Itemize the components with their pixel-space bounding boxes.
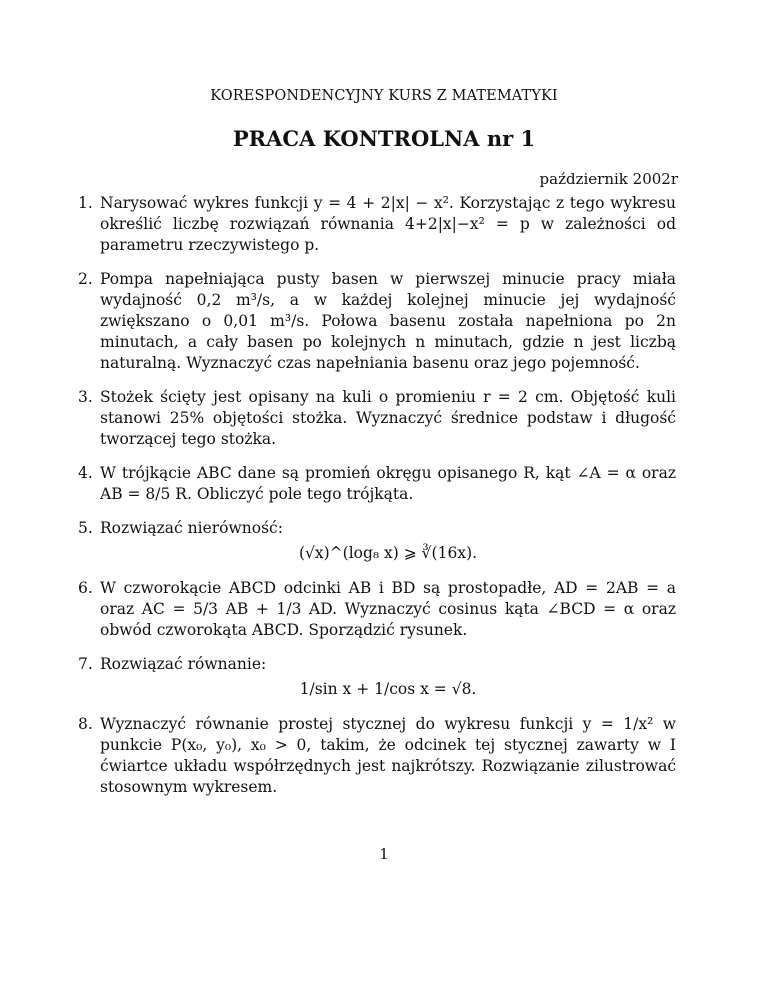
problem-number: 3. <box>78 388 93 406</box>
problem-list <box>78 193 676 798</box>
problem-text: Stożek ścięty jest opisany na kuli o promieniu r = 2 cm. Objętość kuli stanowi 25% objętości stożka. Wyznaczyć średnice podstaw i długość tworzącej tego stożka. <box>100 388 676 448</box>
problem-text: Rozwiązać równanie: <box>100 655 267 673</box>
problem-number: 1. <box>78 194 93 212</box>
problem-2 <box>78 269 676 374</box>
page-title: PRACA KONTROLNA nr 1 <box>232 126 536 151</box>
problem-3 <box>78 387 676 450</box>
problem-text: Pompa napełniająca pusty basen w pierwszej minucie pracy miała wydajność 0,2 m³/s, a w każdej kolejnej minucie jej wydajność zwiększano o 0,01 m³/s. Połowa basenu została napełniona po 2n minutach, a cały basen po kolejnych n minutach, gdzie n jest liczbą naturalną. Wyznaczyć czas napełniania basenu oraz jego pojemność. <box>100 270 676 372</box>
problem-formula: 1/sin x + 1/cos x = √8. <box>299 680 477 698</box>
problem-text: Narysować wykres funkcji y = 4 + 2|x| − x². Korzystając z tego wykresu określić liczbę rozwiązań równania 4+2|x|−x² = p w zależności od parametru rzeczywistego p. <box>100 194 676 254</box>
problem-number: 6. <box>78 579 93 597</box>
problem-text: Rozwiązać nierówność: <box>100 519 283 537</box>
problem-5 <box>78 518 676 568</box>
problem-7 <box>78 654 676 704</box>
page-number: 1 <box>379 845 389 863</box>
problem-number: 7. <box>78 655 93 673</box>
problem-number: 4. <box>78 464 93 482</box>
problem-1 <box>78 193 676 256</box>
problem-text: W trójkącie ABC dane są promień okręgu opisanego R, kąt ∠A = α oraz AB = 8/5 R. Obliczyć pole tego trójkąta. <box>100 464 676 503</box>
problem-number: 5. <box>78 519 93 537</box>
problem-6 <box>78 578 676 641</box>
course-header: KORESPONDENCYJNY KURS Z MATEMATYKI <box>210 88 558 104</box>
problem-formula: (√x)^(log₈ x) ⩾ ∛(16x). <box>298 544 478 562</box>
problem-number: 8. <box>78 715 93 733</box>
problem-4 <box>78 463 676 505</box>
problem-text: W czworokącie ABCD odcinki AB i BD są prostopadłe, AD = 2AB = a oraz AC = 5/3 AB + 1/3 AD. Wyznaczyć cosinus kąta ∠BCD = α oraz obwód czworokąta ABCD. Sporządzić rysunek. <box>100 579 676 639</box>
problem-text: Wyznaczyć równanie prostej stycznej do wykresu funkcji y = 1/x² w punkcie P(x₀, y₀), x₀ > 0, takim, że odcinek tej stycznej zawarty w I ćwiartce układu współrzędnych jest najkrótszy. Rozwiązanie zilustrować stosownym wykresem. <box>100 715 676 796</box>
date-line: październik 2002r <box>539 170 678 188</box>
problem-8 <box>78 714 676 798</box>
problem-number: 2. <box>78 270 93 288</box>
